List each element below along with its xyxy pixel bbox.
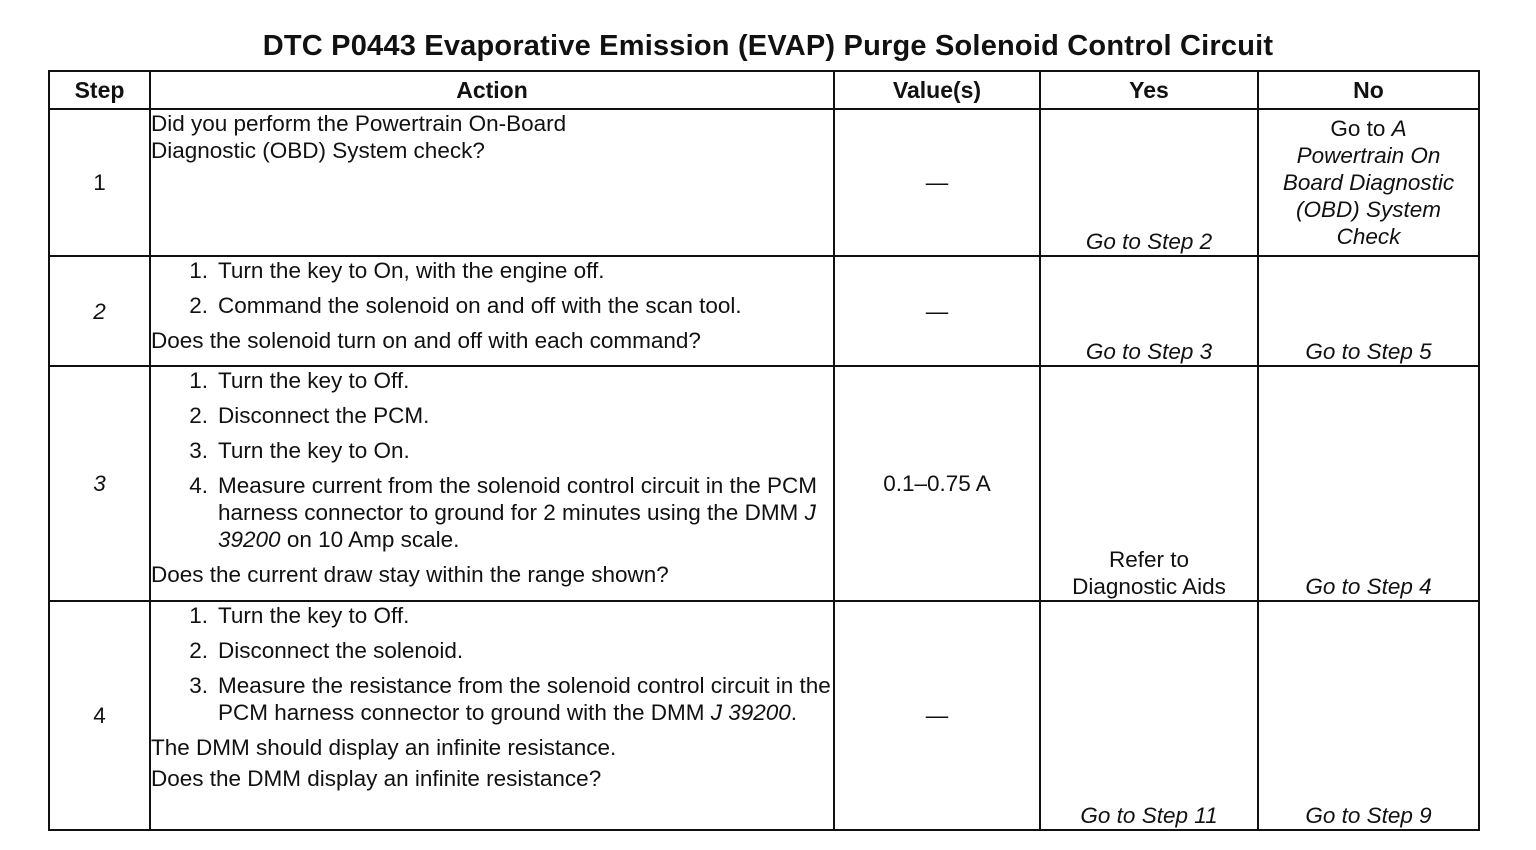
- table-row-step-2: [49, 256, 1479, 366]
- action-line: Did you perform the Powertrain On-Board: [151, 111, 567, 136]
- instruction-item: [151, 437, 833, 464]
- step-number: 2: [49, 256, 150, 366]
- instruction-number: 4.: [189, 473, 208, 498]
- yes-line[interactable]: Refer to: [1108, 547, 1190, 572]
- instruction-text: Command the solenoid on and off with the scan tool.: [218, 293, 742, 318]
- instruction-item: [151, 637, 833, 664]
- instruction-text-part: Measure the resistance from the solenoid control circuit in the PCM harness connector to ground with the DMM: [218, 673, 831, 725]
- instruction-text: Turn the key to Off.: [218, 368, 410, 393]
- instruction-item: [151, 367, 833, 394]
- instruction-item: [151, 292, 833, 319]
- yes-line[interactable]: Diagnostic Aids: [1072, 574, 1226, 599]
- note-text: The DMM should display an infinite resistance.: [151, 735, 617, 760]
- instruction-item: [151, 602, 833, 629]
- yes-link[interactable]: Go to Step 2: [1085, 229, 1213, 254]
- no-link[interactable]: Go to Step 5: [1305, 339, 1432, 364]
- yes-cell: [1040, 601, 1258, 830]
- value-cell: —: [834, 109, 1040, 256]
- diagnostic-table: [48, 70, 1480, 831]
- instruction-text: Disconnect the PCM.: [218, 403, 430, 428]
- no-cell: [1258, 109, 1479, 256]
- no-link-part[interactable]: (OBD) System: [1295, 197, 1441, 222]
- action-cell: [150, 256, 834, 366]
- tool-reference: J 39200: [218, 500, 816, 552]
- no-cell: [1258, 366, 1479, 601]
- action-cell: [150, 366, 834, 601]
- instruction-list: [151, 257, 833, 319]
- instruction-number: 1.: [189, 368, 208, 393]
- instruction-item: [151, 257, 833, 284]
- instruction-text: Turn the key to Off.: [218, 603, 410, 628]
- instruction-item: [151, 672, 833, 726]
- value-cell: —: [834, 601, 1040, 830]
- no-prefix: Go to: [1330, 116, 1386, 141]
- instruction-number: 2.: [189, 293, 208, 318]
- value-cell: —: [834, 256, 1040, 366]
- table-row-step-4: [49, 601, 1479, 830]
- no-link-part[interactable]: Check: [1336, 224, 1401, 249]
- value-cell: 0.1–0.75 A: [834, 366, 1040, 601]
- no-cell: [1258, 256, 1479, 366]
- instruction-text-part: .: [790, 700, 798, 725]
- header-row: [49, 71, 1479, 109]
- no-link[interactable]: Go to Step 9: [1305, 803, 1432, 828]
- instruction-text: Disconnect the solenoid.: [218, 638, 464, 663]
- question-text: Does the solenoid turn on and off with each command?: [151, 328, 701, 353]
- table-row-step-3: [49, 366, 1479, 601]
- page-title: DTC P0443 Evaporative Emission (EVAP) Purge Solenoid Control Circuit: [262, 30, 1274, 62]
- instruction-list: [151, 602, 833, 726]
- no-link-part[interactable]: A: [1391, 116, 1407, 141]
- instruction-number: 1.: [189, 258, 208, 283]
- no-link-part[interactable]: Powertrain On: [1296, 143, 1441, 168]
- instruction-text-part: Measure current from the solenoid control circuit in the PCM harness connector to ground for 2 minutes using the DMM: [218, 473, 817, 525]
- yes-cell: [1040, 366, 1258, 601]
- table-row-step-1: [49, 109, 1479, 256]
- no-link[interactable]: Go to Step 4: [1305, 574, 1432, 599]
- no-line: [1259, 115, 1478, 142]
- header-values: Value(s): [834, 71, 1040, 109]
- instruction-text: Turn the key to On.: [218, 438, 410, 463]
- action-line: Diagnostic (OBD) System check?: [151, 138, 485, 163]
- yes-cell: [1040, 109, 1258, 256]
- no-link-part[interactable]: Board Diagnostic: [1282, 170, 1455, 195]
- header-action: Action: [150, 71, 834, 109]
- question-text: Does the current draw stay within the range shown?: [151, 562, 669, 587]
- instruction-number: 2.: [189, 403, 208, 428]
- instruction-number: 2.: [189, 638, 208, 663]
- instruction-text: [218, 672, 833, 726]
- header-step: Step: [49, 71, 150, 109]
- instruction-number: 1.: [189, 603, 208, 628]
- header-no: No: [1258, 71, 1479, 109]
- instruction-text: [218, 472, 833, 553]
- action-cell: [150, 601, 834, 830]
- instruction-text-part: on 10 Amp scale.: [280, 527, 460, 552]
- instruction-text: Turn the key to On, with the engine off.: [218, 258, 605, 283]
- instruction-number: 3.: [189, 673, 208, 698]
- step-number: 1: [49, 109, 150, 256]
- step-number: 3: [49, 366, 150, 601]
- instruction-item: [151, 402, 833, 429]
- instruction-number: 3.: [189, 438, 208, 463]
- instruction-list: [151, 367, 833, 553]
- header-yes: Yes: [1040, 71, 1258, 109]
- instruction-item: [151, 472, 833, 553]
- step-number: 4: [49, 601, 150, 830]
- question-text: Does the DMM display an infinite resistance?: [151, 766, 602, 791]
- tool-reference: J 39200: [710, 700, 791, 725]
- yes-link[interactable]: Go to Step 11: [1080, 803, 1218, 828]
- yes-link[interactable]: Go to Step 3: [1085, 339, 1213, 364]
- yes-cell: [1040, 256, 1258, 366]
- no-cell: [1258, 601, 1479, 830]
- action-cell: [150, 109, 834, 256]
